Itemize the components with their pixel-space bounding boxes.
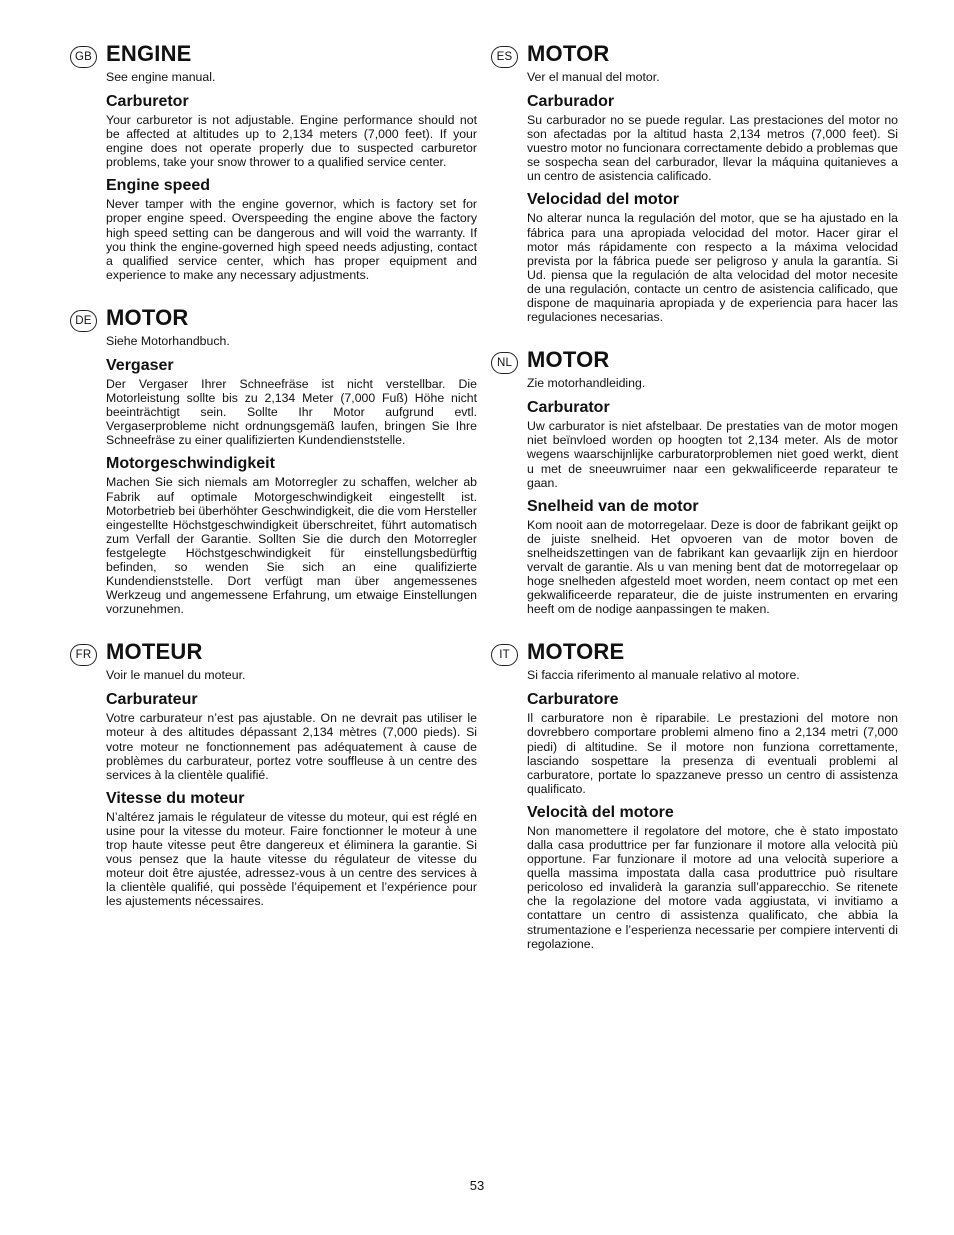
page-number: 53 (469, 1178, 485, 1193)
left-column (74, 40, 477, 930)
subsection-text: N’altérez jamais le régulateur de vitesse du moteur, qui est réglé en usine pour la vitesse du moteur. Faire fonctionner le moteur à une trop haute vitesse peut être dangereux et éliminera la garantie. Si vous pensez que la haute vitesse du régulateur de vitesse du moteur doit être ajustée, adressez-vous à un centre des services à la clientèle qualifié, qui possède l’équipement et l’expérience pour les ajustements nécessaires. (106, 809, 477, 909)
section-title: MOTEUR (106, 639, 203, 665)
language-badge-nl: NL (491, 352, 518, 374)
subsection-text: Der Vergaser Ihrer Schneefräse ist nicht verstellbar. Die Motorleistung sollte bis zu 2,134 Meter (7,000 Fuß) Höhe nicht beeinträchtigt sein. Sollte Ihr Motor aufgrund evtl. Vergaserprobleme nicht ordnungsgemäß laufen, bringen Sie Ihre Schneefräse zu einer qualifizierten Kundendienststelle. (106, 376, 477, 448)
section-es-motor (496, 40, 898, 325)
subsection-heading: Carburator (527, 399, 610, 417)
section-it-motore (499, 638, 898, 951)
section-intro: See engine manual. (106, 70, 216, 84)
language-badge-gb: GB (70, 46, 97, 68)
subsection-heading: Velocidad del motor (527, 191, 680, 209)
subsection-text: Uw carburator is niet afstelbaar. De prestaties van de motor mogen niet beïnvloed worden op hoogten tot 2,134 meter. Als de motor wegens waarschijnlijke carburatorproblemen niet goed werkt, dient u met de sneeuwruimer naar een gekwalificeerde reparateur te gaan. (527, 419, 898, 490)
subsection-text: Never tamper with the engine governor, which is factory set for proper engine speed. Overspeeding the engine above the factory high speed setting can be dangerous and will void the warranty. If you think the engine-governed high speed needs adjusting, contact a qualified service center, which has proper equipment and experience to make any necessary adjustments. (106, 197, 477, 282)
subsection-text: Your carburetor is not adjustable. Engine performance should not be affected at altitudes up to 2,134 meters (7,000 feet). If your engine does not operate properly due to suspected carburetor problems, take your snow thrower to a qualified service center. (106, 113, 477, 170)
section-intro: Voir le manuel du moteur. (106, 668, 246, 683)
subsection-heading: Engine speed (106, 177, 211, 195)
language-badge-it: IT (491, 644, 518, 666)
subsection-text: Kom nooit aan de motorregelaar. Deze is door de fabrikant geijkt op de juiste snelheid. Het opvoeren van de motor boven de snelheidszettingen van de fabrikant kan gevaarlijk zijn en hierdoor vervalt de garantie. Als u van mening bent dat de motorregelaar op hoge snelheden afgesteld moet worden, neem contact op met een gekwalificeerde reparateur, die de juiste instrumenten en ervaring heeft om de nodige aanpassingen te maken. (527, 517, 898, 617)
section-intro: Zie motorhandleiding. (527, 376, 646, 391)
language-badge-fr: FR (70, 644, 97, 666)
section-title: MOTOR (527, 347, 610, 373)
language-badge-es: ES (491, 46, 518, 68)
section-title: MOTOR (106, 304, 189, 330)
subsection-text: Non manomettere il regolatore del motore, che è stato impostato dalla casa produttrice per far funzionare il motore alla velocità più opportune. Far funzionare il motore ad una velocità superiore a quella massima impostata dalla casa produttrice può risultare pericoloso ed invaliderà la garanzia sull’apparecchio. Se ritenete che la regolazione del motore vada aggiustata, vi invitiamo a contattare un centro di assistenza qualificato, che abbia la strumentazione e l’esperienza necessarie per compiere interventi di regolazione. (527, 823, 898, 951)
subsection-heading: Carburetor (106, 93, 189, 110)
section-intro: Siehe Motorhandbuch. (106, 333, 230, 348)
subsection-text: Machen Sie sich niemals am Motorregler zu schaffen, welcher ab Fabrik auf optimale Motorgeschwindigkeit eingestellt ist. Motorbetrieb bei überhöhter Geschwindigkeit, die die vom Hersteller eingestellte Höchstgeschwindigkeit überschreitet, führt automatisch zum Verfall der Garantie. Sollten Sie die durch den Motorregler festgelegte Höchstgeschwindigkeit für einstellungsbedürftig befinden, so wenden Sie sich an eine qualifizierte Kundendienststelle. Dort verfügt man über angemessenes Werkzeug und angemessene Erfahrung, um etwaige Einstellungen vorzunehmen. (106, 475, 477, 617)
section-gb-engine (74, 40, 477, 282)
section-title: ENGINE (106, 41, 192, 66)
section-intro: Ver el manual del motor. (527, 70, 660, 84)
subsection-text: No alterar nunca la regulación del motor, que se ha ajustado en la fábrica para una apropiada velocidad del motor. Hacer girar el motor más rápidamente con respecto a la máxima velocidad prevista por la fábrica puede ser peligroso y anula la garantía. Si Ud. piensa que la regulación de alta velocidad del motor necesite de una regulación, contacte un centro de asistencia calificado, que dispone de maquinaria apropiada y de experiencia para hacer las regulaciones necesarias. (527, 211, 898, 325)
right-column (496, 40, 898, 973)
language-badge-de: DE (70, 310, 97, 332)
subsection-heading: Carburatore (527, 691, 619, 709)
subsection-heading: Motorgeschwindigkeit (106, 455, 275, 473)
subsection-heading: Carburador (527, 93, 615, 110)
subsection-text: Il carburatore non è riparabile. Le prestazioni del motore non dovrebbero comportare problemi almeno fino a 2,134 metri (7,000 piedi) di altitudine. Se il motore non funziona correttamente, lasciando sospettare la presenza di eventuali problemi al carburatore, portate lo spazzaneve presso un centro di assistenza qualificato. (527, 711, 898, 796)
subsection-heading: Vergaser (106, 356, 174, 374)
subsection-text: Su carburador no se puede regular. Las prestaciones del motor no son afectadas por la altitud hasta 2,134 metros (7,000 feet). Si vuestro motor no funcionara correctamente debido a problemas que se sospecha sean del carburador, llevar la máquina quitanieves a un centro de asistencia calificado. (527, 113, 898, 184)
subsection-heading: Vitesse du moteur (106, 789, 245, 807)
subsection-heading: Velocità del motore (527, 803, 674, 821)
subsection-text: Votre carburateur n’est pas ajustable. On ne devrait pas utiliser le moteur à des altitudes dépassant 2,134 mètres (7,000 pieds). Si votre moteur ne fonctionnement pas adéquatement à cause de problèmes du carburateur, portez votre souffleuse à un centre des services à la clientèle qualifié. (106, 711, 477, 782)
section-intro: Si faccia riferimento al manuale relativo al motore. (527, 668, 800, 683)
section-title: MOTORE (527, 639, 625, 665)
section-title: MOTOR (527, 41, 610, 66)
section-fr-moteur (75, 638, 477, 909)
subsection-heading: Snelheid van de motor (527, 497, 699, 515)
subsection-heading: Carburateur (106, 691, 198, 709)
section-nl-motor (496, 346, 898, 617)
section-de-motor (75, 304, 477, 617)
